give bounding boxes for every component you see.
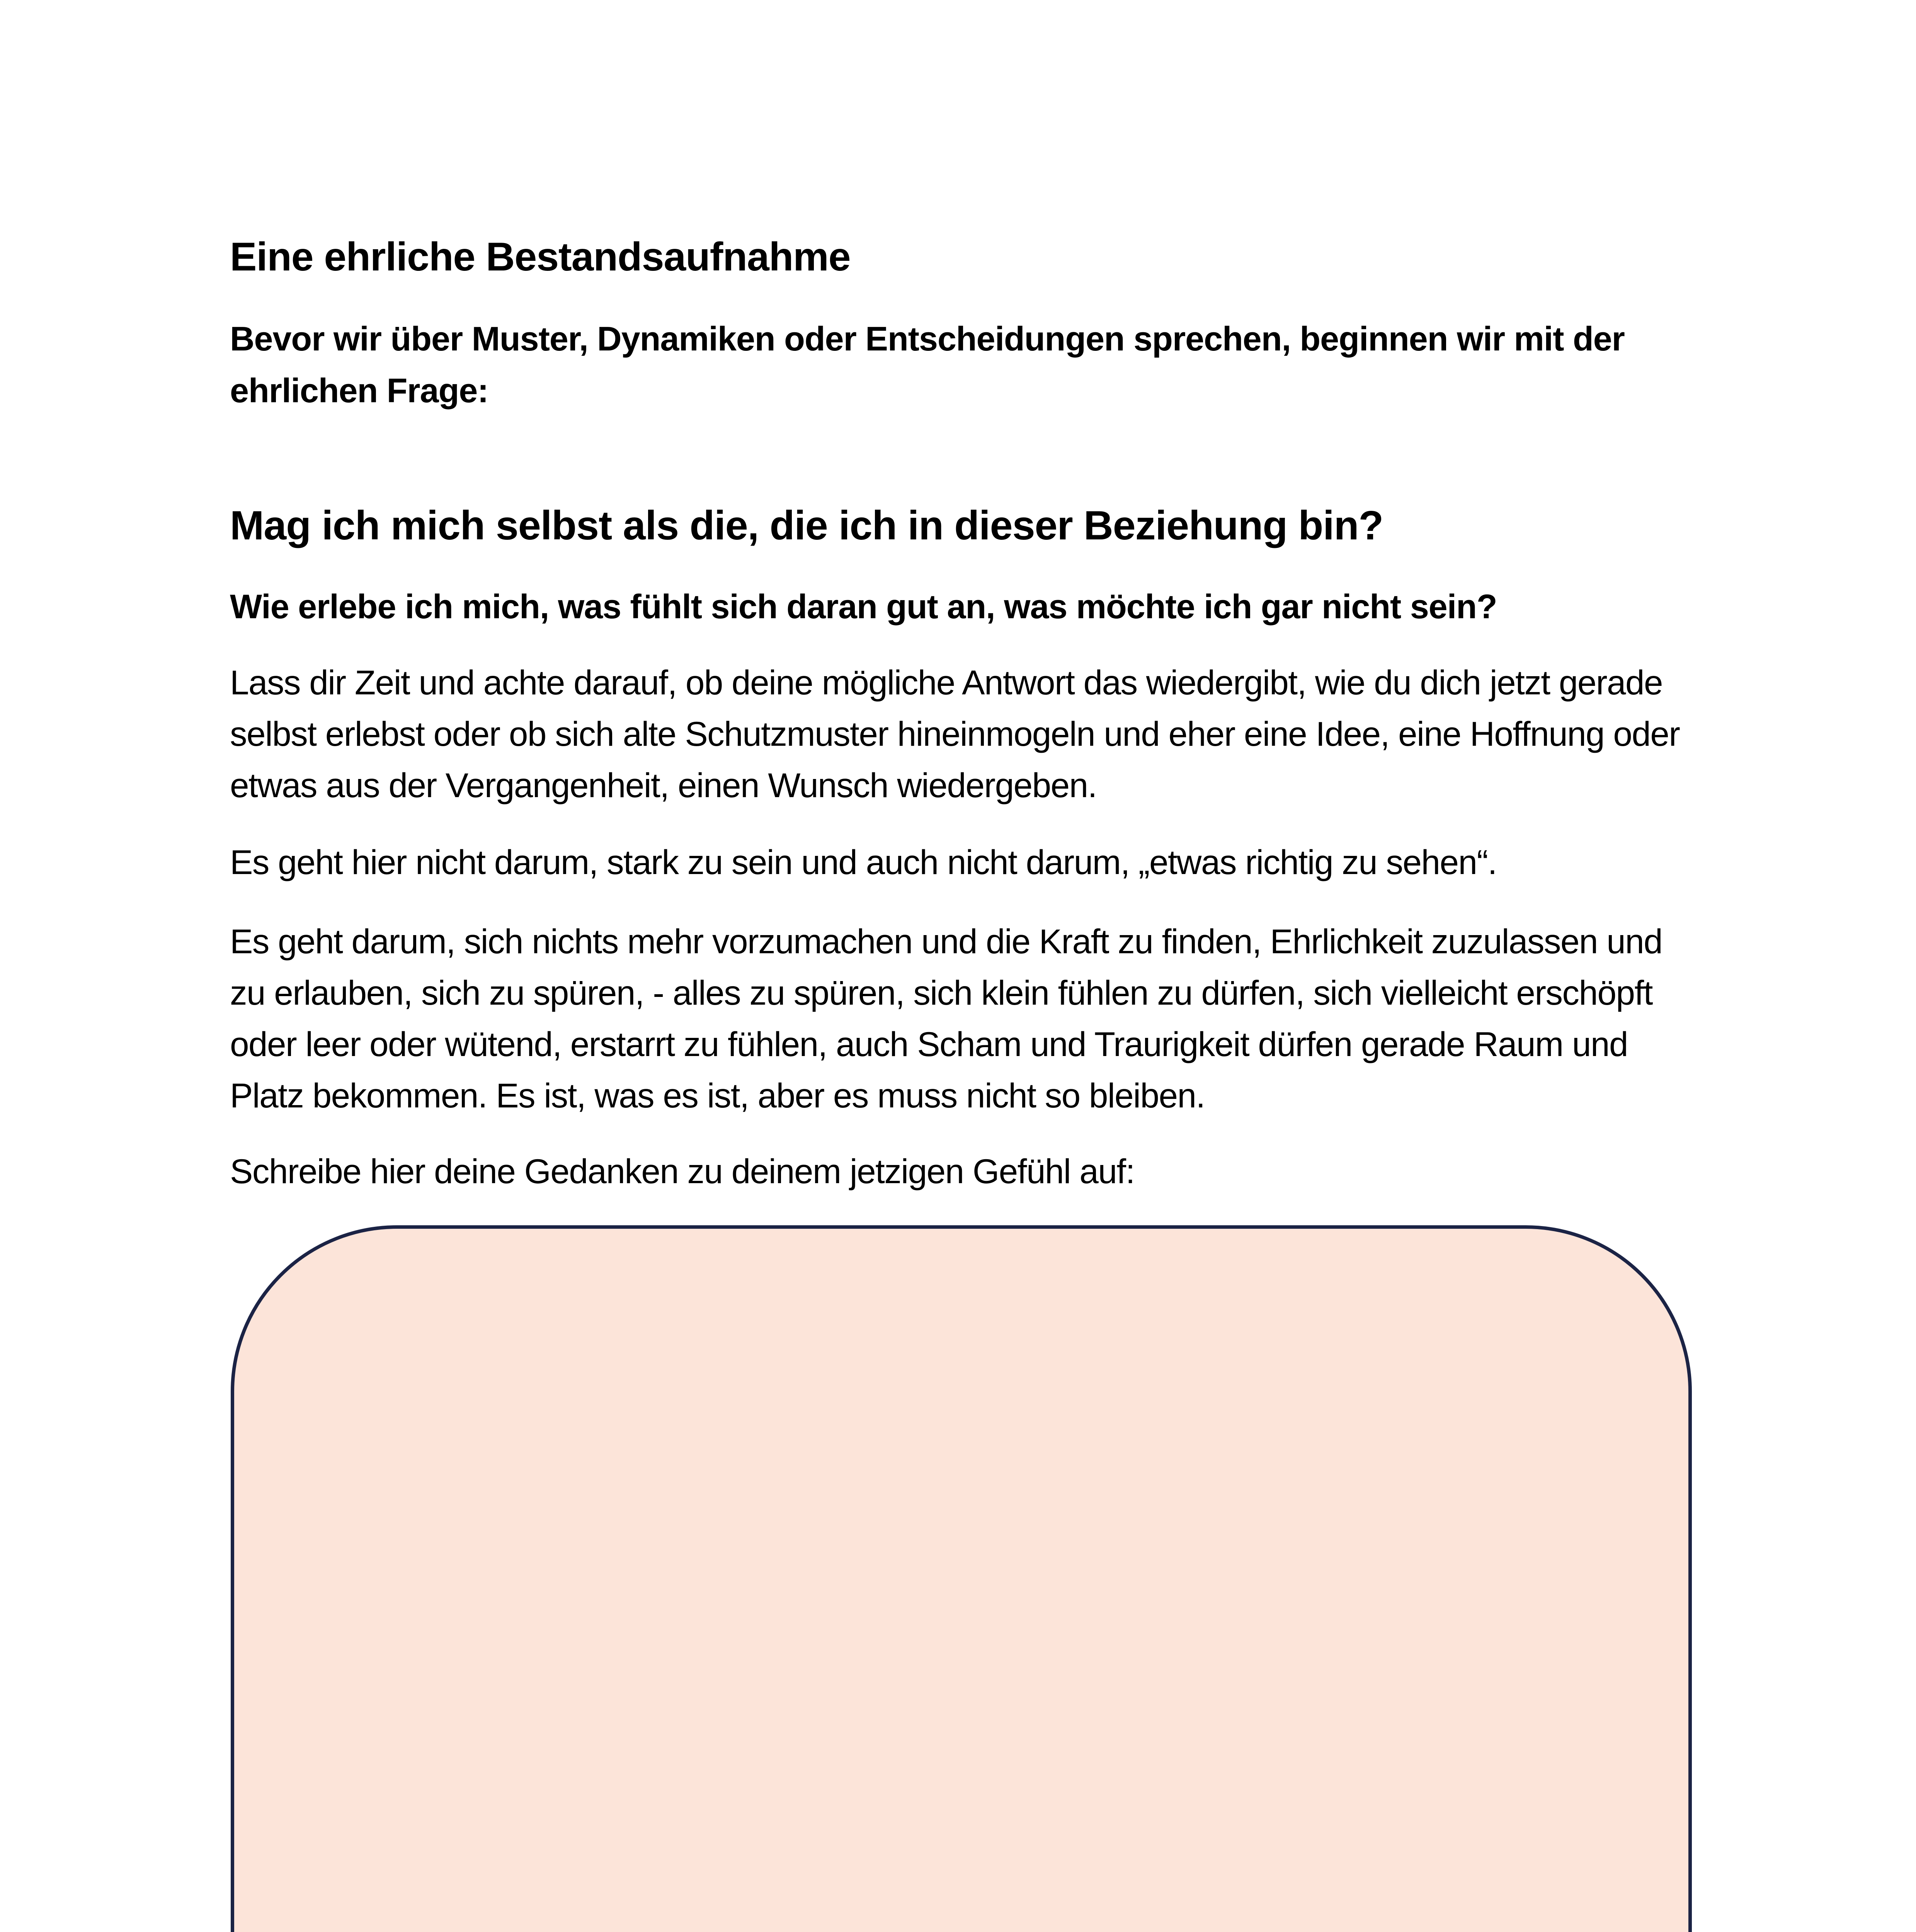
main-question-heading: Mag ich mich selbst als die, die ich in dieser Beziehung bin?: [230, 503, 1383, 548]
writing-prompt: Schreibe hier deine Gedanken zu deinem jetzigen Gefühl auf:: [230, 1152, 1135, 1190]
sub-question: Wie erlebe ich mich, was fühlt sich daran gut an, was möchte ich gar nicht sein?: [230, 587, 1497, 626]
section-heading: Eine ehrliche Bestandsaufnahme: [230, 235, 851, 279]
intro-text: Bevor wir über Muster, Dynamiken oder Entscheidungen sprechen, beginnen wir mit der ehrlichen Frage:: [230, 320, 1625, 410]
body-paragraph: Es geht darum, sich nichts mehr vorzumachen und die Kraft zu finden, Ehrlichkeit zuzulassen und zu erlauben, sich zu spüren, - alles zu spüren, sich klein fühlen zu dürfen, sich vielleicht erschöpft oder leer oder wütend, erstarrt zu fühlen, auch Scham und Traurigkeit dürfen gerade Raum und Platz bekommen. Es ist, was es ist, aber es muss nicht so bleiben.: [230, 922, 1662, 1115]
writing-box[interactable]: [231, 1225, 1692, 1932]
body-paragraph: Es geht hier nicht darum, stark zu sein und auch nicht darum, „etwas richtig zu sehen“.: [230, 843, 1497, 881]
body-paragraph: Lass dir Zeit und achte darauf, ob deine mögliche Antwort das wiedergibt, wie du dich jetzt gerade selbst erlebst oder ob sich alte Schutzmuster hineinmogeln und eher eine Idee, eine Hoffnung oder etwas aus der Vergangenheit, einen Wunsch wiedergeben.: [230, 663, 1680, 804]
